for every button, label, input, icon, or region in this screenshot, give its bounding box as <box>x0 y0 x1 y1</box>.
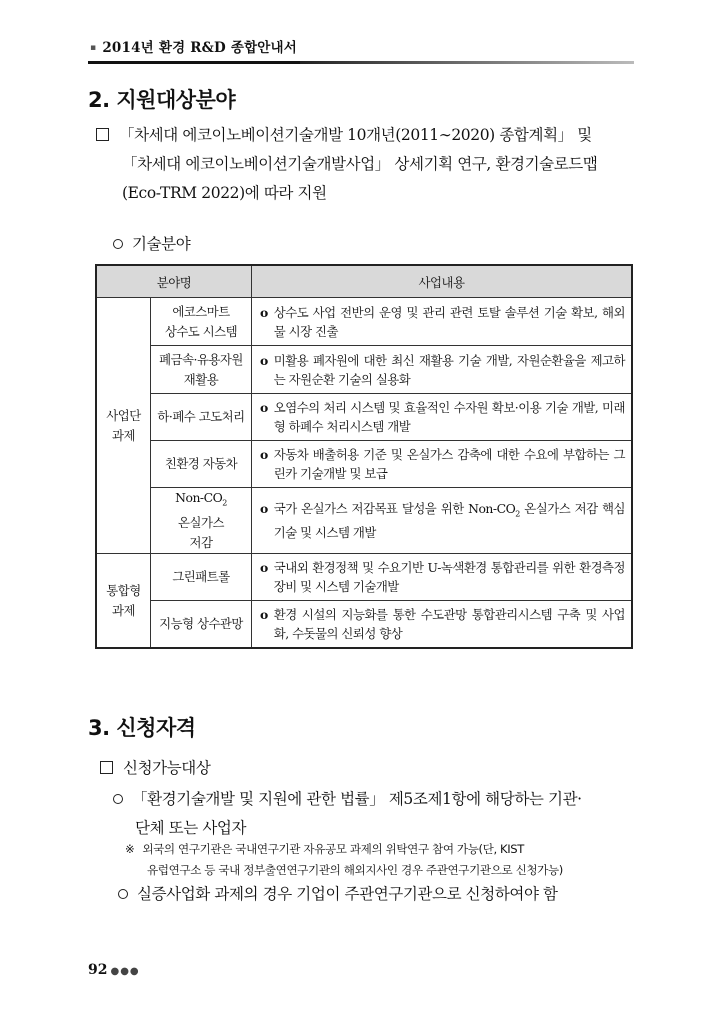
col-field-header: 분야명 <box>96 265 252 298</box>
page-number: 92 <box>88 962 108 978</box>
field-name: 에코스마트 상수도 시스템 <box>151 298 252 346</box>
field-name: 친환경 자동차 <box>151 441 252 488</box>
field-desc: o 상수도 사업 전반의 운영 및 관리 관련 토탈 솔루션 기술 확보, 해외 물 시장 진출 <box>252 298 633 346</box>
table-header-row <box>96 265 632 298</box>
table-row <box>96 554 632 601</box>
page-footer <box>88 962 140 978</box>
circle-bullet-icon <box>113 239 123 249</box>
section2-intro <box>96 121 641 208</box>
field-name: 지능형 상수관망 <box>151 601 252 649</box>
target-label: 신청가능대상 <box>100 754 210 783</box>
checkbox-square-icon <box>96 128 109 141</box>
field-desc: o 환경 시설의 지능화를 통한 수도관망 통합관리시스템 구축 및 사업화, 수돗물의 신뢰성 향상 <box>252 601 633 649</box>
field-name: 그린패트롤 <box>151 554 252 601</box>
running-header <box>90 36 297 56</box>
table-row <box>96 298 632 346</box>
eligibility-item-2: 실증사업화 과제의 경우 기업이 주관연구기관으로 신청하여야 함 <box>118 880 648 909</box>
field-name: 하·폐수 고도처리 <box>151 394 252 441</box>
table-row <box>96 346 632 394</box>
eligibility-item-1: 「환경기술개발 및 지원에 관한 법률」 제5조제1항에 해당하는 기관· 단체 또는 사업자 <box>113 785 643 843</box>
field-desc: o 미활용 폐자원에 대한 최신 재활용 기술 개발, 자원순환율을 제고하는 자원순환 기술의 실용화 <box>252 346 633 394</box>
header-rule-gradient <box>300 61 634 64</box>
circle-bullet-icon <box>113 794 123 804</box>
note-mark: ※ <box>125 842 135 856</box>
tech-field-table <box>95 264 633 649</box>
field-name: 폐금속·유용자원 재활용 <box>151 346 252 394</box>
section3-heading: 3. 신청자격 <box>88 716 196 740</box>
footer-dots: ●●● <box>110 966 140 977</box>
field-name: Non-$CO_2$ 온실가스 저감 <box>151 488 252 554</box>
circle-bullet-icon <box>118 889 128 899</box>
table-row <box>96 488 632 554</box>
foreign-institution-note: ※ 외국의 연구기관은 국내연구기관 자유공모 과제의 위탁연구 참여 가능(단, KIST 유럽연구소 등 국내 정부출연연구기관의 해외지사인 경우 주관연구기관으로 신청가능) <box>125 842 563 877</box>
table-row <box>96 394 632 441</box>
group-label-2: 통합형 과제 <box>96 554 151 649</box>
section2-heading: 2. 지원대상분야 <box>88 88 236 112</box>
field-desc: o 국가 온실가스 저감목표 달성을 위한 Non-$CO_2$ 온실가스 저감 핵심 기술 및 시스템 개발 <box>252 488 633 554</box>
intro-line1: 「차세대 에코이노베이션기술개발 10개년(2011∼2020) 종합계획」 및 <box>119 126 592 144</box>
intro-line2: 「차세대 에코이노베이션기술개발사업」 상세기획 연구, 환경기술로드맵 <box>122 155 598 173</box>
header-title: 2014년 환경 R&D 종합안내서 <box>102 40 298 56</box>
checkbox-square-icon <box>100 761 113 774</box>
table-row <box>96 441 632 488</box>
group-label-1: 사업단 과제 <box>96 298 151 554</box>
intro-line3: (Eco-TRM 2022)에 따라 지원 <box>122 184 327 202</box>
tech-field-label: 기술분야 <box>113 230 190 259</box>
table-row <box>96 601 632 649</box>
field-desc: o 국내외 환경정책 및 수요기반 U-녹색환경 통합관리를 위한 환경측정 장비 및 시스템 기술개발 <box>252 554 633 601</box>
field-desc: o 자동차 배출허용 기준 및 온실가스 감축에 대한 수요에 부합하는 그린카 기술개발 및 보급 <box>252 441 633 488</box>
header-bullet-icon: ▪ <box>90 43 97 53</box>
field-desc: o 오염수의 처리 시스템 및 효율적인 수자원 확보·이용 기술 개발, 미래형 하폐수 처리시스템 개발 <box>252 394 633 441</box>
col-content-header: 사업내용 <box>252 265 633 298</box>
